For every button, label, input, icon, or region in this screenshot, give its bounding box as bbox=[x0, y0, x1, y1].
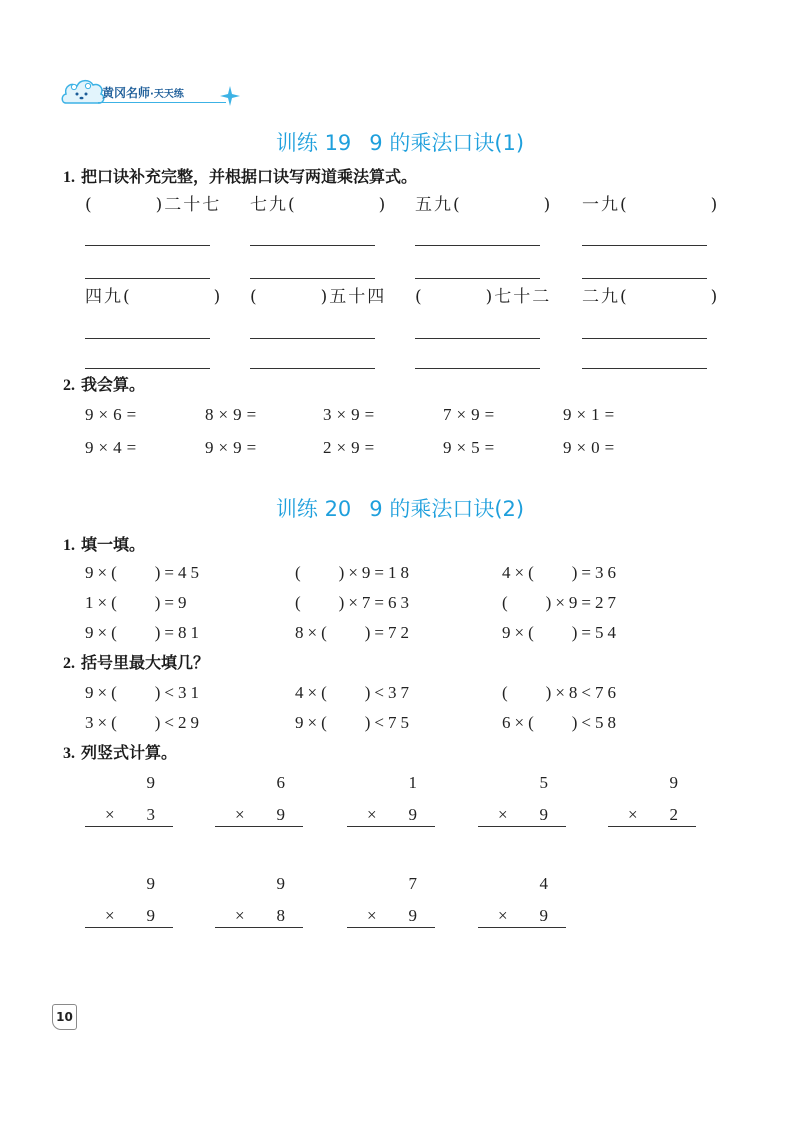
answer-blank bbox=[121, 561, 155, 585]
fill-left-text: ( bbox=[85, 195, 94, 215]
question-number: 2. bbox=[63, 377, 75, 394]
brand-series: ·天天练 bbox=[150, 89, 184, 100]
answer-line bbox=[85, 245, 210, 246]
lesson-20-label: 训练 20 bbox=[275, 497, 352, 521]
vertical-calc bbox=[478, 772, 566, 827]
answer-blank bbox=[538, 621, 572, 645]
question-heading bbox=[63, 374, 145, 397]
lesson-20-name: 9 的乘法口诀(2) bbox=[369, 497, 525, 521]
multiplier: 9 bbox=[408, 805, 417, 824]
fill-right-text: )×8<76 bbox=[545, 683, 621, 702]
answer-blank bbox=[305, 561, 339, 585]
question-heading bbox=[63, 652, 209, 675]
question-heading bbox=[63, 742, 177, 765]
calc-item: 7×9= bbox=[443, 405, 500, 424]
multiplier: 9 bbox=[146, 906, 155, 925]
fill-item bbox=[295, 561, 413, 585]
brand-name: 黄冈名师 bbox=[102, 86, 151, 100]
vertical-calc bbox=[608, 772, 696, 827]
fill-item bbox=[85, 591, 191, 615]
fill-left-text: 6×( bbox=[502, 713, 538, 732]
fill-left-text: ( bbox=[502, 593, 512, 612]
answer-line bbox=[85, 278, 210, 279]
fill-left-text: ( bbox=[502, 683, 512, 702]
lesson-20-title bbox=[0, 496, 800, 522]
fill-right-text: )=72 bbox=[364, 623, 413, 642]
answer-blank bbox=[297, 193, 379, 217]
multiplicand: 1 bbox=[408, 773, 417, 792]
fill-item bbox=[295, 621, 413, 645]
fill-item bbox=[85, 285, 222, 309]
fill-item bbox=[502, 711, 620, 735]
fill-item bbox=[582, 285, 719, 309]
fill-item bbox=[415, 193, 552, 217]
vertical-calc bbox=[85, 772, 173, 827]
vertical-calc bbox=[215, 873, 303, 928]
multiplicand: 9 bbox=[669, 773, 678, 792]
answer-blank bbox=[121, 681, 155, 705]
question-number: 2. bbox=[63, 655, 75, 672]
fill-left-text: 1×( bbox=[85, 593, 121, 612]
fill-right-text: )=81 bbox=[154, 623, 203, 642]
answer-blank bbox=[121, 591, 155, 615]
multiplier-row bbox=[85, 905, 173, 928]
fill-item bbox=[250, 285, 386, 309]
answer-line bbox=[85, 368, 210, 369]
lesson-19-name: 9 的乘法口诀(1) bbox=[369, 131, 525, 155]
question-heading bbox=[63, 534, 145, 557]
multiplier: 2 bbox=[669, 805, 678, 824]
fill-left-text: ( bbox=[295, 593, 305, 612]
multiplier: 3 bbox=[146, 805, 155, 824]
answer-blank bbox=[132, 285, 214, 309]
question-number: 3. bbox=[63, 745, 75, 762]
fill-left-text: 9×( bbox=[502, 623, 538, 642]
answer-blank bbox=[121, 621, 155, 645]
multiplier-row bbox=[215, 804, 303, 827]
fill-right-text: )=9 bbox=[154, 593, 191, 612]
fill-right-text: )<31 bbox=[154, 683, 203, 702]
multiplier-row bbox=[85, 804, 173, 827]
fill-left-text: 七九( bbox=[250, 195, 297, 215]
answer-line bbox=[250, 338, 375, 339]
calc-item: 2×9= bbox=[323, 438, 380, 457]
multiplier: 9 bbox=[408, 906, 417, 925]
fill-item bbox=[582, 193, 719, 217]
answer-blank bbox=[259, 285, 321, 309]
fill-left-text: 4×( bbox=[295, 683, 331, 702]
multiplier-row bbox=[478, 804, 566, 827]
fill-right-text: ) bbox=[710, 195, 720, 215]
fill-left-text: 8×( bbox=[295, 623, 331, 642]
answer-line bbox=[582, 368, 707, 369]
fill-item bbox=[85, 561, 203, 585]
fill-item bbox=[502, 621, 620, 645]
fill-item bbox=[85, 711, 203, 735]
fill-item bbox=[85, 193, 221, 217]
times-sign: × bbox=[498, 906, 508, 925]
brand-label bbox=[102, 85, 184, 103]
fill-right-text: )×9=27 bbox=[545, 593, 621, 612]
question-number: 1. bbox=[63, 537, 75, 554]
question-prompt: 我会算。 bbox=[81, 375, 146, 394]
fill-left-text: 9×( bbox=[295, 713, 331, 732]
times-sign: × bbox=[367, 906, 377, 925]
multiplier: 9 bbox=[539, 906, 548, 925]
question-prompt: 填一填。 bbox=[81, 535, 146, 554]
fill-left-text: 9×( bbox=[85, 683, 121, 702]
times-sign: × bbox=[367, 805, 377, 824]
multiplier: 8 bbox=[276, 906, 285, 925]
vertical-calc bbox=[478, 873, 566, 928]
lesson-19-title bbox=[0, 130, 800, 156]
fill-left-text: 4×( bbox=[502, 563, 538, 582]
times-sign: × bbox=[628, 805, 638, 824]
answer-blank bbox=[331, 681, 365, 705]
fill-right-text: ) bbox=[543, 195, 553, 215]
fill-item bbox=[295, 591, 413, 615]
answer-blank bbox=[629, 285, 711, 309]
answer-line bbox=[415, 245, 540, 246]
calc-item: 9×6= bbox=[85, 405, 142, 424]
multiplier-row bbox=[215, 905, 303, 928]
calc-item: 9×1= bbox=[563, 405, 620, 424]
multiplier-row bbox=[478, 905, 566, 928]
calc-item: 9×9= bbox=[205, 438, 262, 457]
fill-right-text: )五十四 bbox=[320, 287, 387, 307]
calc-item: 8×9= bbox=[205, 405, 262, 424]
answer-line bbox=[85, 338, 210, 339]
times-sign: × bbox=[105, 906, 115, 925]
answer-line bbox=[250, 278, 375, 279]
header-divider bbox=[98, 102, 226, 103]
multiplicand: 9 bbox=[146, 773, 155, 792]
fill-item bbox=[295, 681, 413, 705]
fill-item bbox=[85, 621, 203, 645]
fill-left-text: ( bbox=[250, 287, 259, 307]
multiplier: 9 bbox=[539, 805, 548, 824]
lesson-19-label: 训练 19 bbox=[275, 131, 352, 155]
multiplier-row bbox=[608, 804, 696, 827]
fill-right-text: ) bbox=[710, 287, 720, 307]
question-number: 1. bbox=[63, 169, 75, 186]
fill-left-text: 一九( bbox=[582, 195, 629, 215]
vertical-calc bbox=[85, 873, 173, 928]
calc-item: 9×0= bbox=[563, 438, 620, 457]
answer-blank bbox=[305, 591, 339, 615]
fill-item bbox=[415, 285, 551, 309]
fill-item bbox=[85, 681, 203, 705]
fill-right-text: ) bbox=[213, 287, 223, 307]
multiplicand: 5 bbox=[539, 773, 548, 792]
calc-item: 3×9= bbox=[323, 405, 380, 424]
answer-blank bbox=[512, 591, 546, 615]
answer-blank bbox=[538, 711, 572, 735]
times-sign: × bbox=[235, 906, 245, 925]
calc-item: 9×5= bbox=[443, 438, 500, 457]
answer-line bbox=[250, 245, 375, 246]
times-sign: × bbox=[498, 805, 508, 824]
answer-line bbox=[582, 245, 707, 246]
multiplicand: 7 bbox=[408, 874, 417, 893]
fill-left-text: 9×( bbox=[85, 623, 121, 642]
sparkle-star-icon bbox=[220, 86, 240, 106]
fill-left-text: 二九( bbox=[582, 287, 629, 307]
times-sign: × bbox=[105, 805, 115, 824]
calc-item: 9×4= bbox=[85, 438, 142, 457]
answer-line bbox=[415, 368, 540, 369]
fill-right-text: )七十二 bbox=[485, 287, 552, 307]
answer-blank bbox=[121, 711, 155, 735]
fill-item bbox=[502, 561, 620, 585]
answer-line bbox=[250, 368, 375, 369]
multiplicand: 9 bbox=[146, 874, 155, 893]
question-heading bbox=[63, 166, 417, 189]
fill-left-text: 四九( bbox=[85, 287, 132, 307]
fill-left-text: 3×( bbox=[85, 713, 121, 732]
vertical-calc bbox=[347, 873, 435, 928]
multiplicand: 4 bbox=[539, 874, 548, 893]
bear-cloud-icon bbox=[60, 76, 106, 108]
fill-left-text: 9×( bbox=[85, 563, 121, 582]
multiplier-row bbox=[347, 905, 435, 928]
answer-blank bbox=[331, 621, 365, 645]
answer-blank bbox=[424, 285, 486, 309]
fill-left-text: ( bbox=[295, 563, 305, 582]
answer-blank bbox=[538, 561, 572, 585]
fill-left-text: 五九( bbox=[415, 195, 462, 215]
answer-line bbox=[582, 338, 707, 339]
answer-blank bbox=[94, 193, 156, 217]
vertical-calc bbox=[347, 772, 435, 827]
fill-right-text: ) bbox=[378, 195, 388, 215]
answer-blank bbox=[462, 193, 544, 217]
fill-right-text: )<29 bbox=[154, 713, 203, 732]
fill-right-text: )=45 bbox=[154, 563, 203, 582]
answer-blank bbox=[629, 193, 711, 217]
answer-blank bbox=[512, 681, 546, 705]
fill-right-text: )<37 bbox=[364, 683, 413, 702]
fill-right-text: )=36 bbox=[571, 563, 620, 582]
page-number: 10 bbox=[52, 1004, 77, 1030]
fill-right-text: )×7=63 bbox=[338, 593, 414, 612]
fill-item bbox=[502, 681, 620, 705]
fill-right-text: )=54 bbox=[571, 623, 620, 642]
fill-item bbox=[250, 193, 387, 217]
answer-blank bbox=[331, 711, 365, 735]
answer-line bbox=[415, 278, 540, 279]
fill-left-text: ( bbox=[415, 287, 424, 307]
question-prompt: 括号里最大填几？ bbox=[81, 653, 210, 672]
vertical-calc bbox=[215, 772, 303, 827]
fill-item bbox=[295, 711, 413, 735]
question-prompt: 把口诀补充完整，并根据口诀写两道乘法算式。 bbox=[81, 167, 418, 186]
fill-item bbox=[502, 591, 620, 615]
fill-right-text: )×9=18 bbox=[338, 563, 414, 582]
answer-line bbox=[582, 278, 707, 279]
question-prompt: 列竖式计算。 bbox=[81, 743, 178, 762]
fill-right-text: )<58 bbox=[571, 713, 620, 732]
multiplicand: 6 bbox=[276, 773, 285, 792]
multiplier-row bbox=[347, 804, 435, 827]
multiplier: 9 bbox=[276, 805, 285, 824]
answer-line bbox=[415, 338, 540, 339]
fill-right-text: )<75 bbox=[364, 713, 413, 732]
multiplicand: 9 bbox=[276, 874, 285, 893]
fill-right-text: )二十七 bbox=[155, 195, 222, 215]
times-sign: × bbox=[235, 805, 245, 824]
